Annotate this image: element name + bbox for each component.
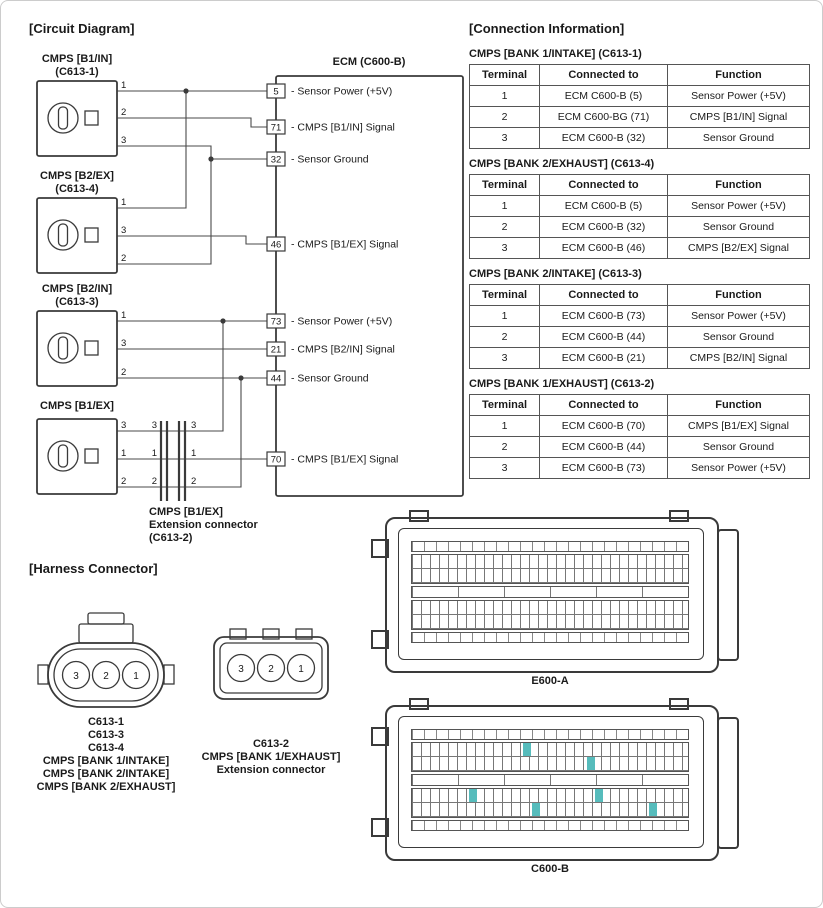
column-header: Terminal xyxy=(470,65,540,86)
connector-latch-top xyxy=(88,613,124,624)
ecm-pin-21 xyxy=(267,342,395,356)
cell-function: Sensor Power (+5V) xyxy=(668,86,810,107)
column-header: Terminal xyxy=(470,285,540,306)
side-bracket xyxy=(717,529,739,661)
connector-view-label: C600-B xyxy=(531,863,569,875)
sensor-cmps-b1-in xyxy=(37,53,126,156)
sensor-name: CMPS [B2/IN] xyxy=(41,283,113,295)
pin-number: 1 xyxy=(121,448,127,459)
connection-table xyxy=(469,64,810,149)
column-header: Connected to xyxy=(540,395,668,416)
ecm-pin-32 xyxy=(267,152,369,166)
extension-pin-numbers xyxy=(152,420,197,487)
pin-number: 3 xyxy=(151,420,157,431)
sensor-slot xyxy=(59,224,68,246)
ecm-pin-5 xyxy=(267,84,392,98)
table-row xyxy=(470,196,810,217)
cell-function: CMPS [B1/EX] Signal xyxy=(668,416,810,437)
connector-label: CMPS [BANK 2/INTAKE] xyxy=(42,768,170,780)
sensor-code: (C613-3) xyxy=(55,296,99,308)
table-row xyxy=(470,86,810,107)
terminal-band xyxy=(411,788,689,818)
cell-terminal: 3 xyxy=(470,128,540,149)
table-header-row xyxy=(470,395,810,416)
cell-function: Sensor Ground xyxy=(668,217,810,238)
ecm-pin-number: 46 xyxy=(270,239,282,251)
extension-connector-label xyxy=(149,506,259,544)
ecm-pin-label: - CMPS [B1/EX] Signal xyxy=(291,238,399,251)
sensor-code: (C613-1) xyxy=(55,66,99,78)
connector-label: Extension connector xyxy=(216,764,326,776)
cell-connected-to: ECM C600-BG (71) xyxy=(540,107,668,128)
pin-number: 3 xyxy=(121,135,127,146)
cell-connected-to: ECM C600-B (46) xyxy=(540,238,668,259)
ecm-pin-71 xyxy=(267,120,395,134)
terminal-number: 1 xyxy=(298,664,304,675)
sensor-slot xyxy=(59,337,68,359)
sensor-name: CMPS [B2/EX] xyxy=(40,170,114,182)
connector-label: CMPS [BANK 1/INTAKE] xyxy=(42,755,170,767)
ecm-pin-label: - CMPS [B1/IN] Signal xyxy=(291,121,395,134)
connector-side-tab xyxy=(38,665,48,684)
terminal-number: 3 xyxy=(238,664,244,675)
extension-connector-symbol xyxy=(161,421,185,501)
cell-function: Sensor Power (+5V) xyxy=(668,306,810,327)
pin-number: 1 xyxy=(121,80,127,91)
pin-number: 1 xyxy=(121,197,127,208)
ecm-pin-number: 71 xyxy=(270,122,282,134)
pin-number: 3 xyxy=(121,420,127,431)
connector-view-label: E600-A xyxy=(531,675,569,687)
cell-connected-to: ECM C600-B (5) xyxy=(540,196,668,217)
sensor-body xyxy=(37,81,117,156)
cell-function: Sensor Ground xyxy=(668,437,810,458)
cell-function: CMPS [B2/EX] Signal xyxy=(668,238,810,259)
harness-connector-extension xyxy=(202,629,341,776)
cell-terminal: 3 xyxy=(470,458,540,479)
cell-connected-to: ECM C600-B (32) xyxy=(540,128,668,149)
pin-number: 1 xyxy=(151,448,157,459)
cell-function: Sensor Power (+5V) xyxy=(668,196,810,217)
connection-table xyxy=(469,394,810,479)
connector-label: CMPS [BANK 2/EXHAUST] xyxy=(36,781,176,793)
cell-connected-to: ECM C600-B (5) xyxy=(540,86,668,107)
table-row xyxy=(470,437,810,458)
table-title: CMPS [BANK 1/EXHAUST] (C613-2) xyxy=(469,378,655,390)
pin-number: 1 xyxy=(191,448,197,459)
pin-number: 1 xyxy=(121,310,127,321)
sensor-body xyxy=(37,311,117,386)
highlighted-terminal xyxy=(649,803,657,816)
pin-number: 3 xyxy=(121,338,127,349)
cell-terminal: 1 xyxy=(470,306,540,327)
sensor-body xyxy=(37,198,117,273)
ecm-pin-label: - Sensor Power (+5V) xyxy=(291,315,393,328)
ecm-pin-label: - CMPS [B1/EX] Signal xyxy=(291,453,399,466)
cell-terminal: 2 xyxy=(470,217,540,238)
pin-number: 2 xyxy=(121,253,127,264)
highlighted-terminal xyxy=(469,789,477,802)
harness-connector-section xyxy=(1,549,371,861)
table-row xyxy=(470,327,810,348)
table-row xyxy=(470,128,810,149)
table-row xyxy=(470,306,810,327)
highlighted-terminal xyxy=(595,789,603,802)
sensor-cmps-b2-in xyxy=(37,283,126,386)
terminal-number: 2 xyxy=(103,671,109,682)
sensor-key xyxy=(85,341,98,355)
cell-terminal: 1 xyxy=(470,416,540,437)
terminal-strip xyxy=(411,820,689,831)
connector-latch xyxy=(79,624,133,643)
sensor-name: CMPS [B1/EX] xyxy=(40,400,114,412)
cell-function: Sensor Power (+5V) xyxy=(668,458,810,479)
table-row xyxy=(470,416,810,437)
pin-number: 2 xyxy=(121,476,127,487)
connector-label: C613-4 xyxy=(87,742,125,754)
ecm-pin-44 xyxy=(267,371,369,385)
ecm-pin-number: 32 xyxy=(270,154,282,166)
table-row xyxy=(470,348,810,369)
cell-terminal: 3 xyxy=(470,348,540,369)
extension-label-line: Extension connector xyxy=(149,519,258,531)
ecm-connector-view-c600b xyxy=(369,697,741,887)
cell-function: CMPS [B2/IN] Signal xyxy=(668,348,810,369)
sensor-code: (C613-4) xyxy=(55,183,99,195)
sensor-cmps-b1-ex xyxy=(37,400,126,494)
terminal-strip xyxy=(411,729,689,740)
ecm-pin-number: 44 xyxy=(270,373,282,385)
pin-number: 3 xyxy=(191,420,197,431)
table-header-row xyxy=(470,285,810,306)
connection-table xyxy=(469,284,810,369)
sensor-slot xyxy=(59,107,68,129)
table-row xyxy=(470,107,810,128)
ecm-connector-view-e600a xyxy=(369,509,741,699)
cell-connected-to: ECM C600-B (70) xyxy=(540,416,668,437)
connector-side-tab xyxy=(164,665,174,684)
sensor-body xyxy=(37,419,117,494)
connector-label: C613-1 xyxy=(87,716,125,728)
cell-connected-to: ECM C600-B (73) xyxy=(540,458,668,479)
cell-terminal: 2 xyxy=(470,107,540,128)
ecm-title: ECM (C600-B) xyxy=(332,56,406,68)
table-header-row xyxy=(470,65,810,86)
ecm-pin-label: - CMPS [B2/IN] Signal xyxy=(291,343,395,356)
column-header: Connected to xyxy=(540,285,668,306)
connector-label: C613-3 xyxy=(87,729,125,741)
cell-terminal: 2 xyxy=(470,437,540,458)
terminal-strip xyxy=(411,541,689,552)
terminal-band xyxy=(411,554,689,584)
connector-label: CMPS [BANK 1/EXHAUST] xyxy=(201,751,341,763)
sensor-key xyxy=(85,228,98,242)
ecm-pin-label: - Sensor Ground xyxy=(291,372,369,385)
table-title: CMPS [BANK 2/INTAKE] (C613-3) xyxy=(469,268,642,280)
terminal-band xyxy=(411,742,689,772)
center-rail xyxy=(411,586,689,598)
ecm-pin-number: 70 xyxy=(270,454,282,466)
cell-connected-to: ECM C600-B (73) xyxy=(540,306,668,327)
connection-information-section xyxy=(469,21,809,479)
ecm-pin-46 xyxy=(267,237,398,251)
sensor-slot xyxy=(59,445,68,467)
terminal-number: 2 xyxy=(268,664,274,675)
pin-number: 2 xyxy=(121,367,127,378)
column-header: Terminal xyxy=(470,175,540,196)
cell-function: Sensor Ground xyxy=(668,128,810,149)
table-row xyxy=(470,458,810,479)
column-header: Function xyxy=(668,285,810,306)
ecm-pin-label: - Sensor Power (+5V) xyxy=(291,85,393,98)
pin-number: 2 xyxy=(151,476,157,487)
table-header-row xyxy=(470,175,810,196)
ecm-pin-number: 73 xyxy=(270,316,282,328)
cell-function: Sensor Ground xyxy=(668,327,810,348)
center-rail xyxy=(411,774,689,786)
terminal-number: 3 xyxy=(73,671,79,682)
sensor-key xyxy=(85,111,98,125)
ecm-pin-number: 5 xyxy=(273,86,279,98)
ecm-pin-73 xyxy=(267,314,392,328)
column-header: Connected to xyxy=(540,175,668,196)
circuit-diagram xyxy=(1,1,471,561)
pin-number: 2 xyxy=(121,107,127,118)
connection-info-title: [Connection Information] xyxy=(469,21,625,36)
extension-label-line: CMPS [B1/EX] xyxy=(149,506,223,518)
column-header: Terminal xyxy=(470,395,540,416)
terminal-field xyxy=(411,541,689,647)
terminal-field xyxy=(411,729,689,835)
terminal-number: 1 xyxy=(133,671,139,682)
connection-table xyxy=(469,174,810,259)
cell-terminal: 1 xyxy=(470,196,540,217)
circuit-section-title: [Circuit Diagram] xyxy=(29,21,135,36)
highlighted-terminal xyxy=(587,757,595,770)
sensor-name: CMPS [B1/IN] xyxy=(41,53,113,65)
sensor-cmps-b2-ex xyxy=(37,170,126,273)
column-header: Function xyxy=(668,395,810,416)
pin-number: 2 xyxy=(191,476,197,487)
cell-connected-to: ECM C600-B (44) xyxy=(540,327,668,348)
cell-terminal: 3 xyxy=(470,238,540,259)
ecm-pin-70 xyxy=(267,452,398,466)
extension-label-line: (C613-2) xyxy=(149,532,193,544)
circuit-wires xyxy=(117,91,276,487)
highlighted-terminal xyxy=(532,803,540,816)
cell-connected-to: ECM C600-B (21) xyxy=(540,348,668,369)
column-header: Function xyxy=(668,65,810,86)
cell-terminal: 2 xyxy=(470,327,540,348)
terminal-strip xyxy=(411,632,689,643)
cell-connected-to: ECM C600-B (44) xyxy=(540,437,668,458)
cell-connected-to: ECM C600-B (32) xyxy=(540,217,668,238)
ecm-pin-label: - Sensor Ground xyxy=(291,153,369,166)
harness-connector-round xyxy=(37,613,176,793)
ecm-box xyxy=(276,76,463,496)
connector-label: C613-2 xyxy=(252,738,290,750)
column-header: Function xyxy=(668,175,810,196)
terminal-band xyxy=(411,600,689,630)
table-row xyxy=(470,238,810,259)
wire-junction-dots xyxy=(183,88,243,380)
column-header: Connected to xyxy=(540,65,668,86)
harness-section-title: [Harness Connector] xyxy=(29,561,158,576)
ecm-pin-number: 21 xyxy=(270,344,282,356)
side-bracket xyxy=(717,717,739,849)
cell-terminal: 1 xyxy=(470,86,540,107)
table-row xyxy=(470,217,810,238)
table-title: CMPS [BANK 2/EXHAUST] (C613-4) xyxy=(469,158,655,170)
sensor-key xyxy=(85,449,98,463)
pin-number: 3 xyxy=(121,225,127,236)
highlighted-terminal xyxy=(523,743,531,756)
table-title: CMPS [BANK 1/INTAKE] (C613-1) xyxy=(469,48,642,60)
cell-function: CMPS [B1/IN] Signal xyxy=(668,107,810,128)
